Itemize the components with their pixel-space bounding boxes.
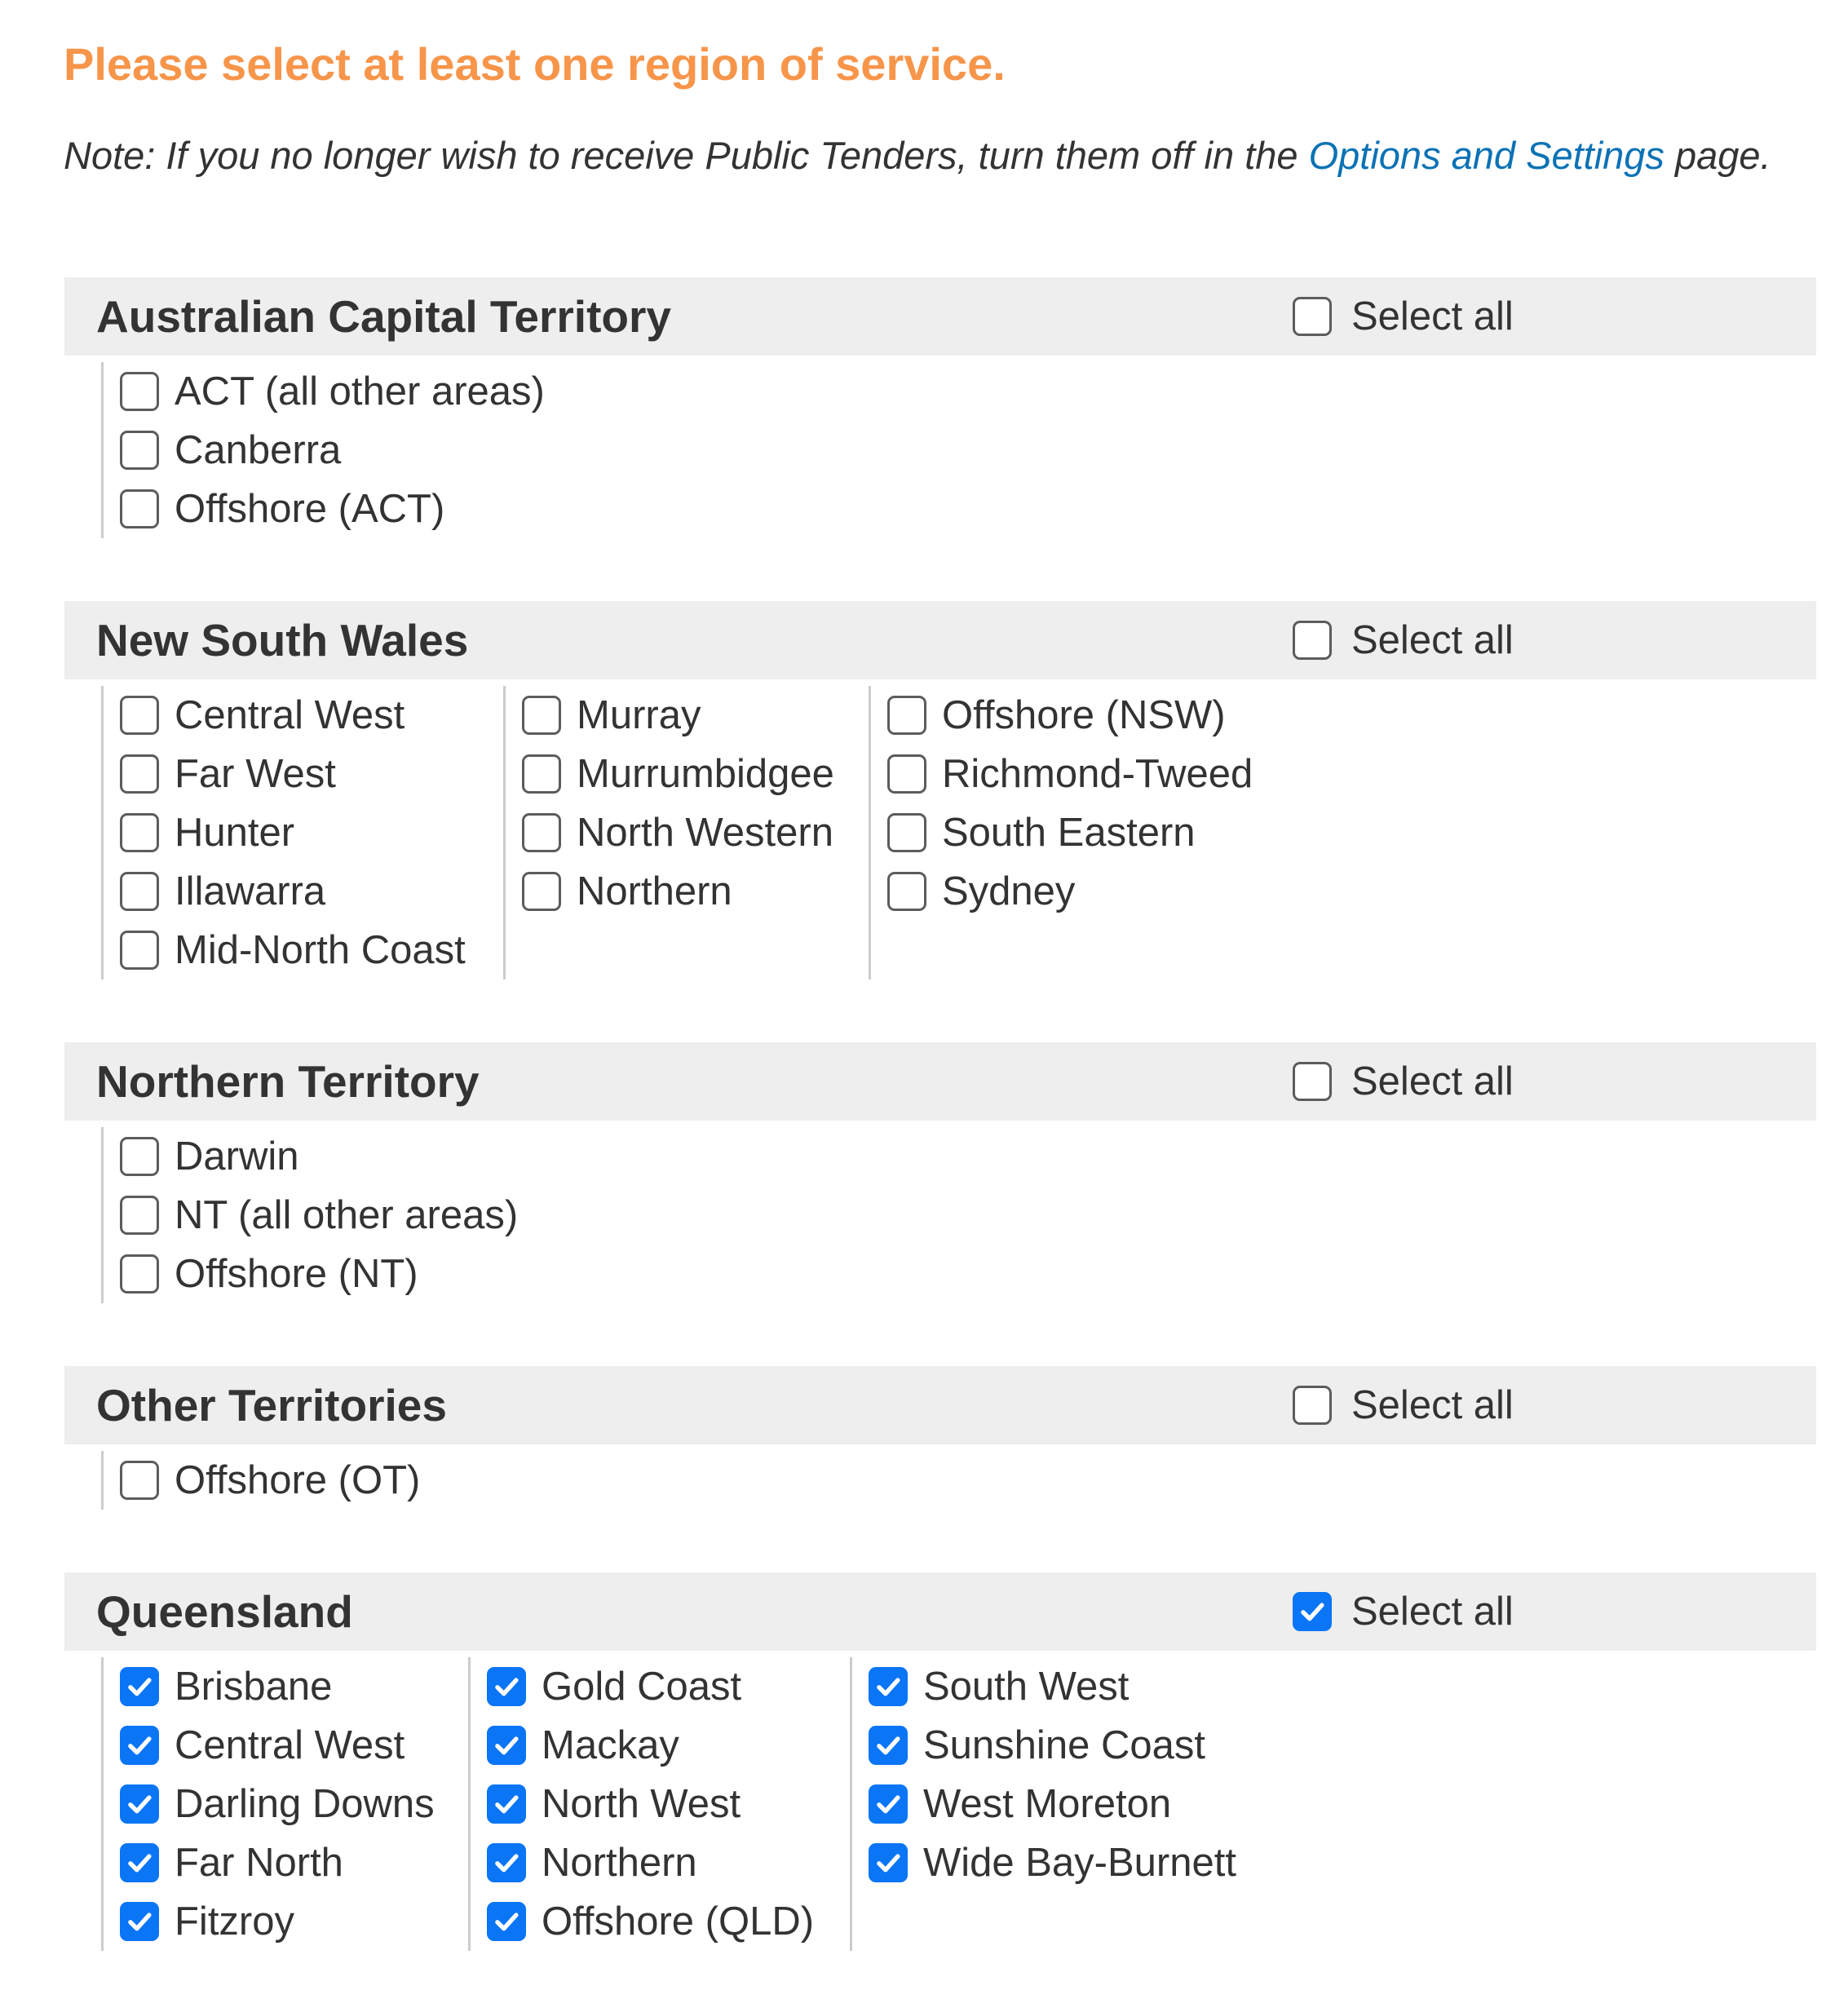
checkbox-icon[interactable] <box>120 754 159 794</box>
section-header <box>64 1042 1816 1121</box>
option-label: Mackay <box>542 1723 679 1767</box>
region-option-offshore-nt[interactable] <box>120 1245 524 1303</box>
region-option-far-west[interactable] <box>120 745 503 803</box>
checkbox-icon[interactable] <box>869 1784 908 1824</box>
region-option-richmond-tweed[interactable] <box>887 745 1279 803</box>
section-title: Queensland <box>96 1586 353 1637</box>
region-section-nsw <box>64 601 1816 980</box>
region-option-darling-downs[interactable] <box>120 1775 468 1833</box>
region-option-northern[interactable] <box>522 862 869 921</box>
checkbox-icon[interactable] <box>120 1784 159 1824</box>
checkbox-icon[interactable] <box>1293 1386 1332 1425</box>
checkbox-icon[interactable] <box>120 1196 159 1235</box>
section-title: Northern Territory <box>96 1056 480 1107</box>
region-option-sunshine-coast[interactable] <box>869 1716 1260 1775</box>
region-option-fitzroy[interactable] <box>120 1892 468 1951</box>
option-label: ACT (all other areas) <box>175 369 545 413</box>
checkbox-icon[interactable] <box>120 1254 159 1294</box>
option-label: Brisbane <box>175 1665 333 1709</box>
section-title: Australian Capital Territory <box>96 291 671 342</box>
option-label: Far North <box>175 1841 343 1885</box>
checkbox-icon[interactable] <box>869 1843 908 1882</box>
option-label: Offshore (QLD) <box>542 1899 815 1944</box>
checkbox-icon[interactable] <box>887 696 926 735</box>
checkbox-icon[interactable] <box>120 1137 159 1176</box>
option-label: Fitzroy <box>175 1899 294 1944</box>
region-column <box>468 1657 850 1951</box>
option-label: NT (all other areas) <box>175 1193 519 1237</box>
option-label: Gold Coast <box>542 1665 742 1709</box>
option-label: South Eastern <box>942 811 1196 855</box>
region-column <box>101 362 545 538</box>
region-column <box>869 686 1279 980</box>
region-columns <box>101 686 1816 980</box>
checkbox-icon[interactable] <box>120 1726 159 1765</box>
region-columns <box>101 1127 1816 1303</box>
region-option-mid-north-coast[interactable] <box>120 921 503 980</box>
checkbox-icon[interactable] <box>487 1667 526 1706</box>
section-title: Other Territories <box>96 1380 447 1431</box>
note-text-after: page. <box>1664 134 1771 177</box>
section-header <box>64 601 1816 679</box>
region-option-brisbane[interactable] <box>120 1657 468 1716</box>
checkbox-icon[interactable] <box>120 696 159 735</box>
option-label: Darwin <box>175 1134 299 1179</box>
checkbox-icon[interactable] <box>1293 1062 1332 1101</box>
checkbox-icon[interactable] <box>120 489 159 528</box>
options-settings-link[interactable]: Options and Settings <box>1308 134 1665 177</box>
region-option-canberra[interactable] <box>120 421 524 480</box>
section-title: New South Wales <box>96 615 469 666</box>
region-section-nt <box>64 1042 1816 1303</box>
region-option-act-all-other-areas[interactable] <box>120 362 545 421</box>
region-column <box>101 1451 524 1510</box>
settings-note <box>64 132 1801 179</box>
checkbox-icon[interactable] <box>120 1902 159 1941</box>
checkbox-icon[interactable] <box>1293 621 1332 660</box>
region-option-offshore-qld[interactable] <box>487 1892 850 1951</box>
region-option-hunter[interactable] <box>120 803 503 862</box>
option-label: Darling Downs <box>175 1782 435 1826</box>
option-label: Canberra <box>175 428 342 472</box>
option-label: North West <box>542 1782 741 1826</box>
region-option-central-west-qld[interactable] <box>120 1716 468 1775</box>
checkbox-icon[interactable] <box>869 1726 908 1765</box>
region-option-offshore-ot[interactable] <box>120 1451 524 1510</box>
region-option-offshore-act[interactable] <box>120 480 524 538</box>
select-all-label: Select all <box>1351 294 1514 338</box>
checkbox-icon[interactable] <box>522 872 561 911</box>
validation-message: Please select at least one region of service. <box>64 38 1006 90</box>
option-label: South West <box>923 1665 1130 1709</box>
option-label: Northern <box>542 1841 697 1885</box>
option-label: Offshore (OT) <box>175 1458 421 1502</box>
select-all-qld[interactable] <box>1293 1589 1514 1634</box>
region-option-mackay[interactable] <box>487 1716 850 1775</box>
region-option-murray[interactable] <box>522 686 869 745</box>
checkbox-icon[interactable] <box>887 754 926 794</box>
region-option-gold-coast[interactable] <box>487 1657 850 1716</box>
checkbox-icon[interactable] <box>120 872 159 911</box>
option-label: Richmond-Tweed <box>942 752 1253 796</box>
checkbox-icon[interactable] <box>1293 1592 1332 1631</box>
select-all-nt[interactable] <box>1293 1059 1514 1104</box>
region-option-west-moreton[interactable] <box>869 1775 1260 1833</box>
option-label: Offshore (NSW) <box>942 693 1226 737</box>
option-label: Northern <box>577 869 732 913</box>
checkbox-icon[interactable] <box>522 696 561 735</box>
option-label: Sunshine Coast <box>923 1723 1205 1767</box>
select-all-label: Select all <box>1351 618 1514 662</box>
region-option-north-west[interactable] <box>487 1775 850 1833</box>
option-label: Offshore (NT) <box>175 1252 418 1296</box>
option-label: Far West <box>175 752 336 796</box>
checkbox-icon[interactable] <box>120 1843 159 1882</box>
region-option-south-west[interactable] <box>869 1657 1260 1716</box>
region-option-murrumbidgee[interactable] <box>522 745 869 803</box>
region-option-central-west[interactable] <box>120 686 503 745</box>
option-label: Central West <box>175 1723 405 1767</box>
region-columns <box>101 1451 1816 1510</box>
region-column <box>850 1657 1260 1951</box>
checkbox-icon[interactable] <box>120 372 159 411</box>
region-option-darwin[interactable] <box>120 1127 524 1186</box>
region-option-illawarra[interactable] <box>120 862 503 921</box>
region-option-offshore-nsw[interactable] <box>887 686 1279 745</box>
section-header <box>64 1572 1816 1651</box>
checkbox-icon[interactable] <box>120 813 159 852</box>
region-option-wide-bay-burnett[interactable] <box>869 1833 1260 1892</box>
select-all-label: Select all <box>1351 1059 1514 1103</box>
region-option-northern-qld[interactable] <box>487 1833 850 1892</box>
region-columns <box>101 1657 1816 1951</box>
select-all-act[interactable] <box>1293 294 1514 339</box>
region-column <box>101 686 503 980</box>
option-label: Mid-North Coast <box>175 928 466 972</box>
region-option-south-eastern[interactable] <box>887 803 1279 862</box>
select-all-label: Select all <box>1351 1383 1514 1427</box>
region-section-act <box>64 277 1816 538</box>
option-label: Sydney <box>942 869 1076 913</box>
select-all-ot[interactable] <box>1293 1382 1514 1428</box>
region-section-qld <box>64 1572 1816 1951</box>
option-label: Offshore (ACT) <box>175 487 445 531</box>
section-header <box>64 277 1816 356</box>
checkbox-icon[interactable] <box>487 1784 526 1824</box>
region-columns <box>101 362 1816 538</box>
note-text-before: Note: If you no longer wish to receive Public Tenders, turn them off in the <box>64 134 1309 177</box>
checkbox-icon[interactable] <box>487 1843 526 1882</box>
checkbox-icon[interactable] <box>869 1667 908 1706</box>
checkbox-icon[interactable] <box>887 813 926 852</box>
region-column <box>503 686 869 980</box>
checkbox-icon[interactable] <box>120 431 159 470</box>
checkbox-icon[interactable] <box>887 872 926 911</box>
select-all-label: Select all <box>1351 1590 1514 1634</box>
option-label: Murrumbidgee <box>577 752 834 796</box>
region-column <box>101 1657 468 1951</box>
region-option-sydney[interactable] <box>887 862 1279 921</box>
option-label: Murray <box>577 693 701 737</box>
checkbox-icon[interactable] <box>1293 297 1332 336</box>
region-option-far-north[interactable] <box>120 1833 468 1892</box>
checkbox-icon[interactable] <box>120 1461 159 1500</box>
region-option-nt-all-other-areas[interactable] <box>120 1186 524 1245</box>
checkbox-icon[interactable] <box>522 754 561 794</box>
region-section-other-territories <box>64 1366 1816 1510</box>
region-option-north-western[interactable] <box>522 803 869 862</box>
option-label: Hunter <box>175 811 295 855</box>
checkbox-icon[interactable] <box>487 1726 526 1765</box>
option-label: Wide Bay-Burnett <box>923 1841 1236 1885</box>
option-label: Illawarra <box>175 869 326 913</box>
checkbox-icon[interactable] <box>487 1902 526 1941</box>
option-label: West Moreton <box>923 1782 1172 1826</box>
checkbox-icon[interactable] <box>120 1667 159 1706</box>
checkbox-icon[interactable] <box>120 931 159 970</box>
option-label: North Western <box>577 811 833 855</box>
select-all-nsw[interactable] <box>1293 617 1514 663</box>
region-column <box>101 1127 524 1303</box>
section-header <box>64 1366 1816 1444</box>
option-label: Central West <box>175 693 405 737</box>
checkbox-icon[interactable] <box>522 813 561 852</box>
